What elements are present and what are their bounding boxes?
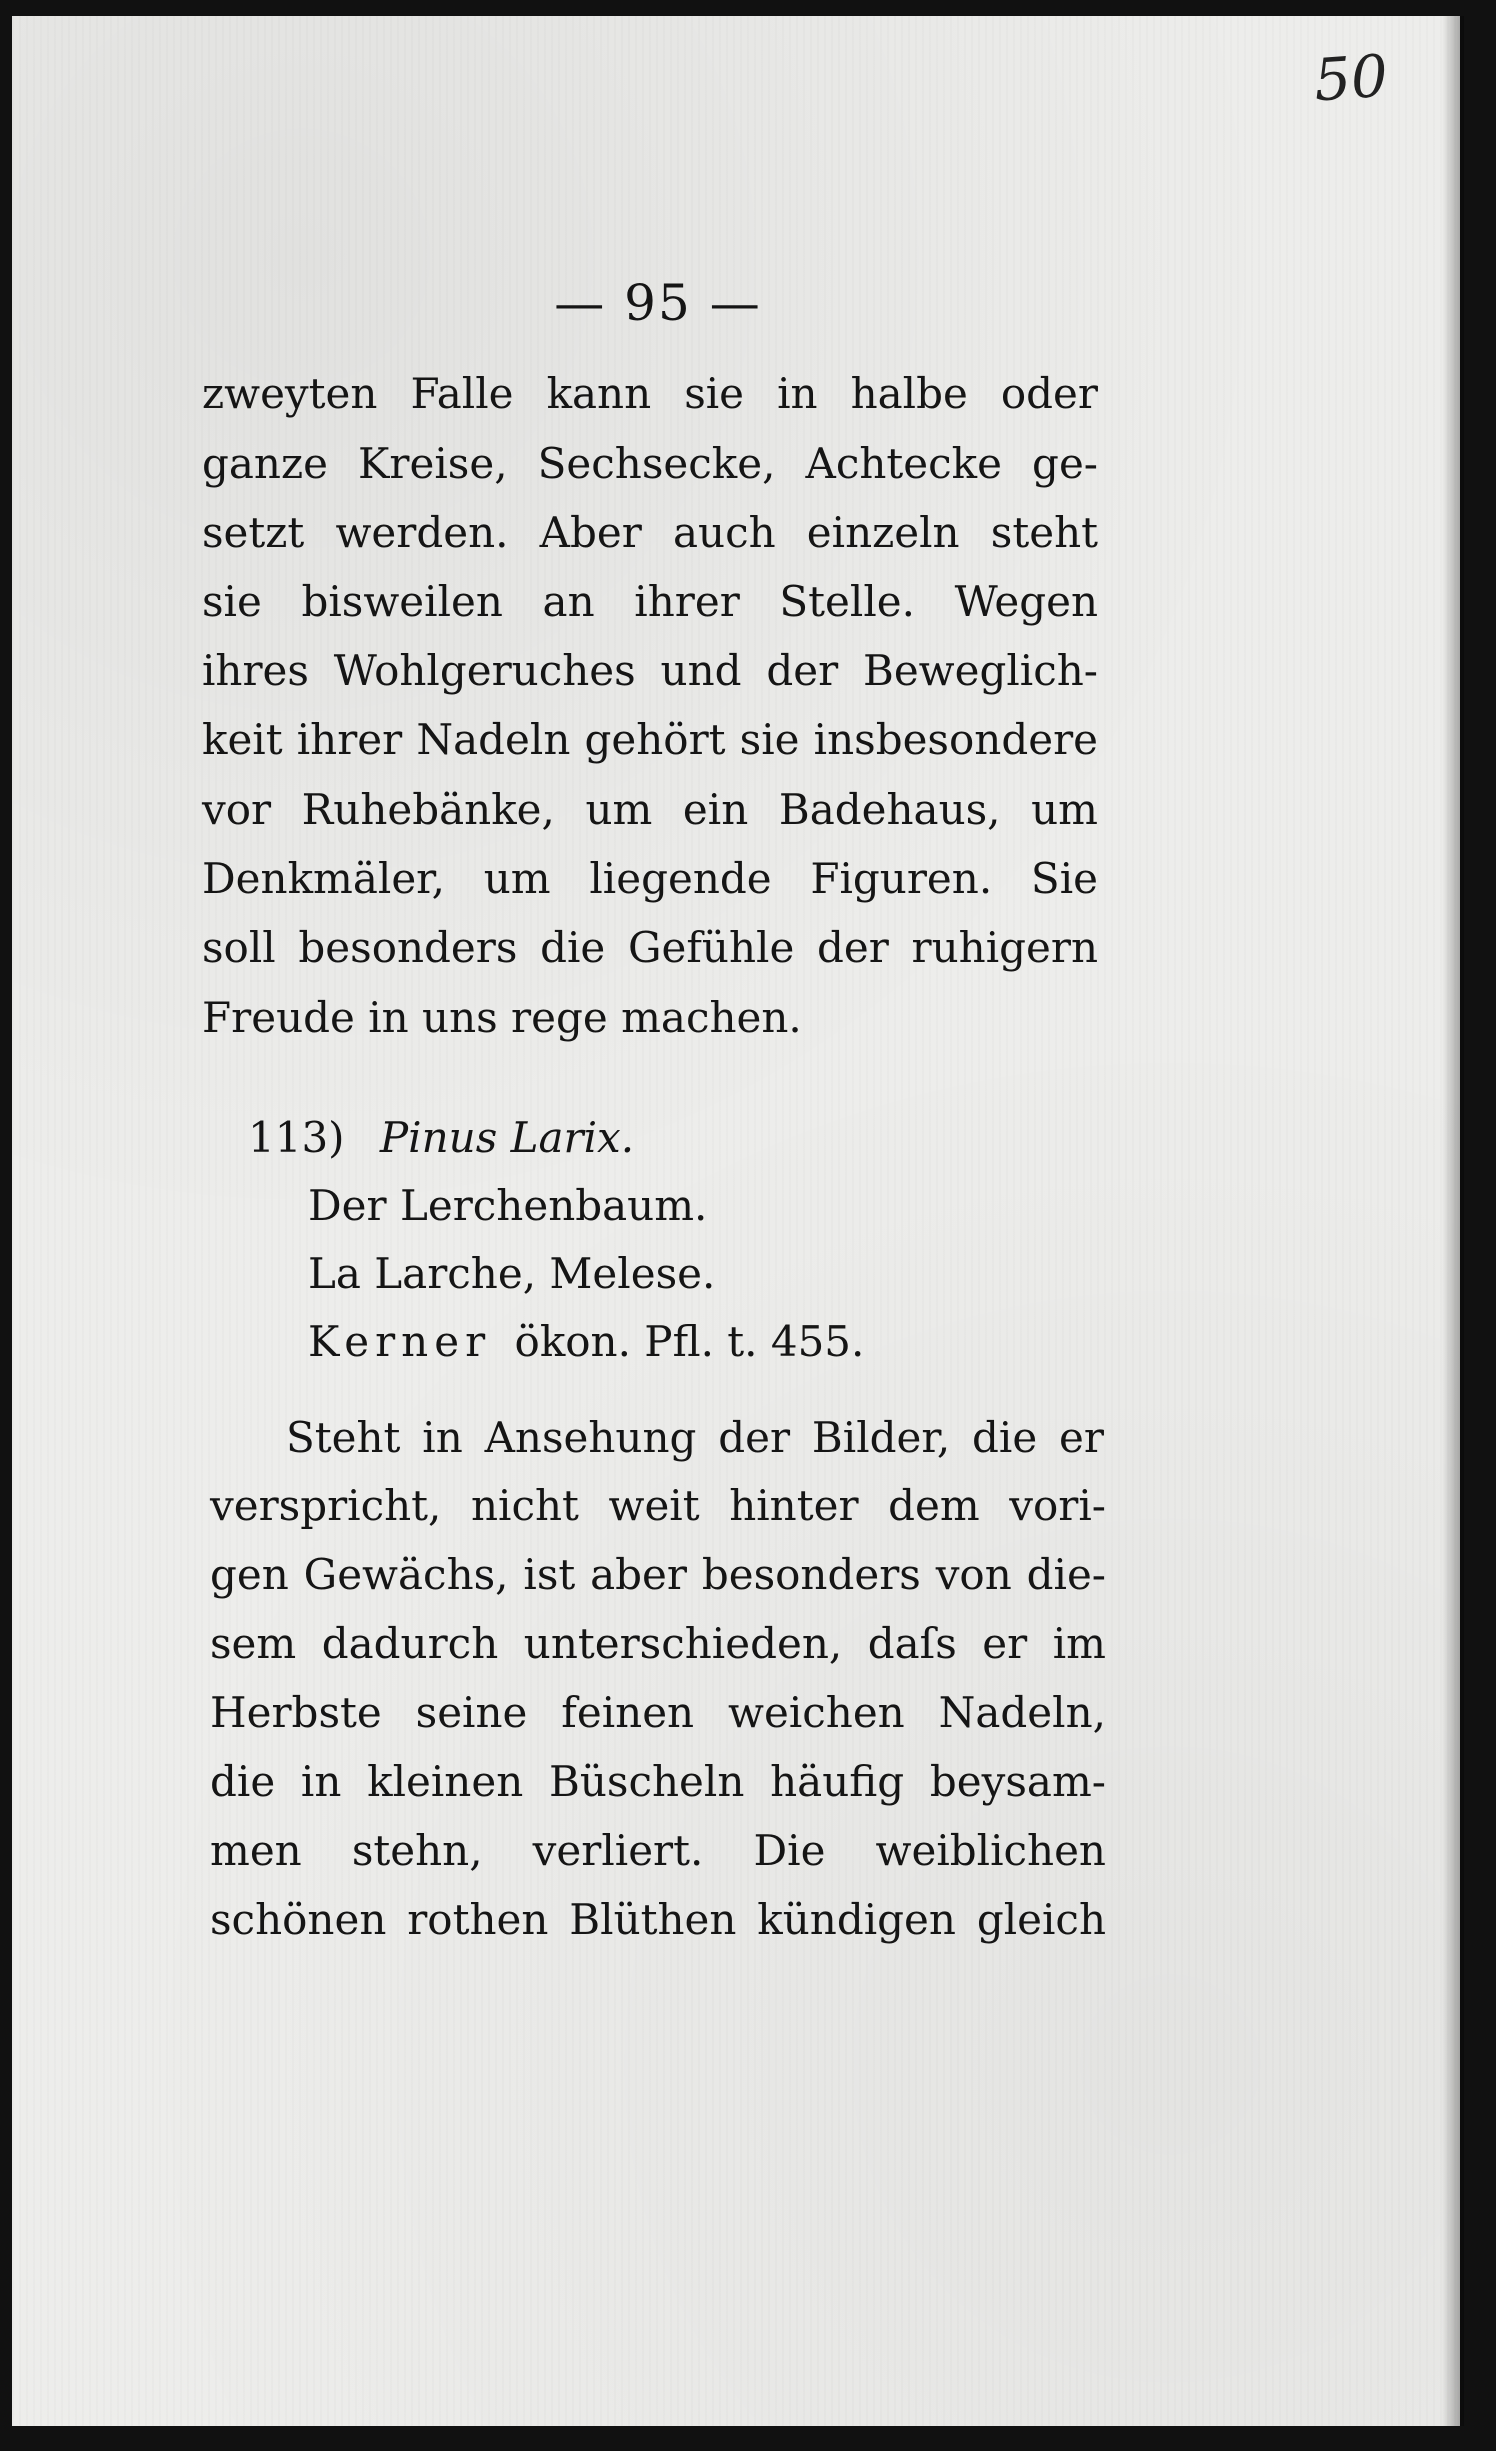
book-page (12, 16, 1460, 2426)
entry-reference (308, 1312, 864, 1372)
entry-number: 113) (248, 1113, 345, 1162)
paragraph-2-line-5: Herbste seine feinen weichen Nadeln, (210, 1688, 1106, 1737)
page-number: — 95 — (554, 274, 762, 332)
paragraph-1-line-7: vor Ruhebänke, um ein Badehaus, um (202, 785, 1098, 834)
paragraph-1-line-6: keit ihrer Nadeln gehört sie insbesondere (202, 715, 1098, 764)
entry-french-name: La Larche, Melese. (308, 1249, 716, 1298)
entry-heading (248, 1108, 634, 1168)
paragraph-1-line-3: setzt werden. Aber auch einzeln steht (202, 508, 1098, 557)
entry-reference-author: Kerner (308, 1317, 492, 1366)
paragraph-2-line-6: die in kleinen Büscheln häufig beysam- (210, 1757, 1106, 1806)
paragraph-1-line-2: ganze Kreise, Sechsecke, Achtecke ge- (202, 439, 1098, 488)
paragraph-1-line-1: zweyten Falle kann sie in halbe oder (202, 369, 1098, 418)
paragraph-2-line-2: verspricht, nicht weit hinter dem vori- (210, 1481, 1106, 1530)
paragraph-1-line-5: ihres Wohlgeruches und der Beweglich- (202, 646, 1098, 695)
paragraph-2-line-8: schönen rothen Blüthen kündigen gleich (210, 1895, 1106, 1944)
paragraph-2-line-4: sem dadurch unterschieden, daſs er im (210, 1619, 1106, 1668)
paragraph-2-line-3: gen Gewächs, ist aber besonders von die- (210, 1550, 1106, 1599)
paragraph-2-line-7: men stehn, verliert. Die weiblichen (210, 1826, 1106, 1875)
entry-reference-rest: ökon. Pfl. t. 455. (514, 1317, 865, 1366)
entry-latin-name: Pinus Larix. (379, 1113, 635, 1162)
paragraph-2-line-1: Steht in Ansehung der Bilder, die er (286, 1413, 1104, 1462)
paragraph-1-line-8: Denkmäler, um liegende Figuren. Sie (202, 854, 1098, 903)
paragraph-1-line-9: soll besonders die Gefühle der ruhigern (202, 923, 1098, 972)
folio-number: 50 (1311, 41, 1391, 115)
entry-german-name: Der Lerchenbaum. (308, 1181, 708, 1230)
paragraph-1-line-4: sie bisweilen an ihrer Stelle. Wegen (202, 577, 1098, 626)
paragraph-1-line-10: Freude in uns rege machen. (202, 993, 802, 1042)
